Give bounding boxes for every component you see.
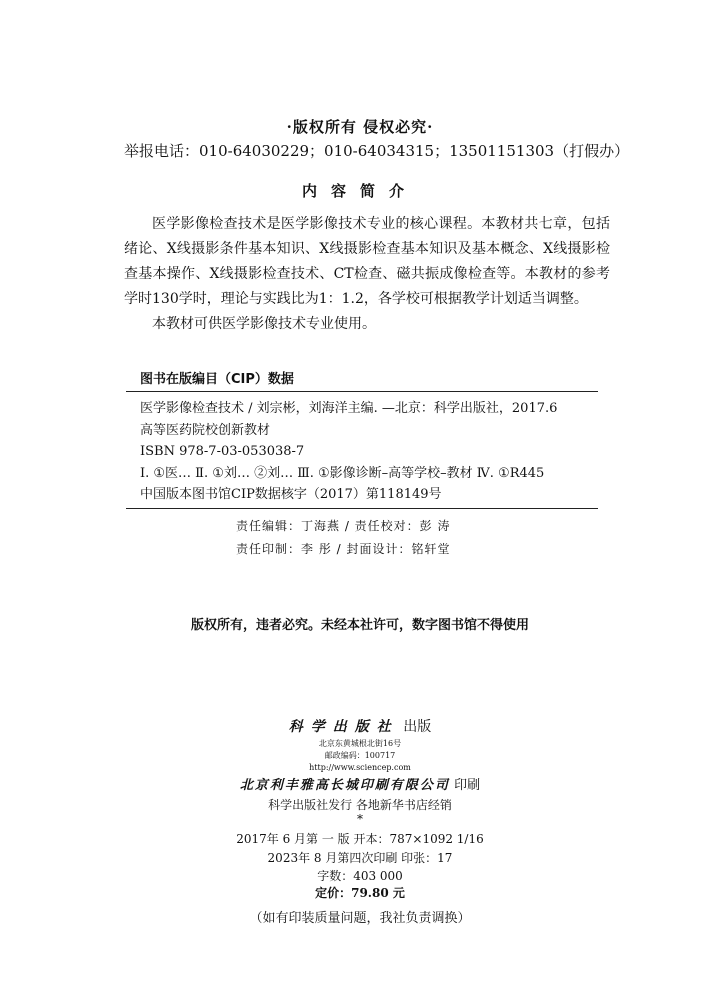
printer-name: 北京利丰雅高长城印刷有限公司	[239, 778, 450, 793]
cip-line: ISBN 978-7-03-053038-7	[140, 444, 305, 459]
printer-line	[0, 774, 720, 793]
separator-star: *	[357, 812, 363, 826]
printer-suffix: 印刷	[454, 778, 481, 793]
summary-paragraph: 医学影像检查技术是医学影像技术专业的核心课程。本教材共七章，包括绪论、X线摄影条件基本知识、X线摄影检查基本知识及基本概念、X线摄影检查基本操作、X线摄影检查技术、CT检查、磁共振成像检查等。本教材的参考学时130学时，理论与实践比为1：1.2，各学校可根据教学计划适当调整。	[124, 216, 610, 307]
word-count: 字数：403 000	[317, 869, 403, 883]
summary-text	[124, 212, 610, 337]
editors-line-2: 责任印制：李 彤 / 封面设计：铭轩堂	[236, 542, 451, 556]
edition-line: 2017年 6 月第 一 版 开本：787×1092 1/16	[236, 832, 484, 846]
report-phone-line: 举报电话：010-64030229；010-64034315；13501151303（打假办）	[124, 142, 630, 160]
summary-paragraph: 本教材可供医学影像技术专业使用。	[152, 316, 376, 332]
publisher-line	[0, 716, 720, 736]
editors-line-1: 责任编辑：丁海燕 / 责任校对：彭 涛	[236, 519, 451, 533]
cip-bottom-rule	[126, 508, 598, 509]
cip-top-rule	[126, 391, 598, 392]
copyright-warning: 版权所有，违者必究。未经本社许可，数字图书馆不得使用	[190, 618, 529, 633]
quality-notice: （如有印装质量问题，我社负责调换）	[249, 911, 471, 926]
summary-title: 内容简介	[301, 182, 418, 200]
printing-line: 2023年 8 月第四次印刷 印张：17	[267, 851, 453, 865]
publisher-address: 北京东黄城根北街16号	[318, 739, 402, 748]
cip-line: 医学影像检查技术 / 刘宗彬，刘海洋主编. —北京：科学出版社，2017.6	[140, 401, 558, 416]
publisher-name: 科学出版社	[288, 719, 399, 735]
cip-line: Ⅰ. ①医… Ⅱ. ①刘… ②刘… Ⅲ. ①影像诊断–高等学校–教材 Ⅳ. ①R445	[140, 465, 545, 481]
cip-line: 高等医药院校创新教材	[140, 422, 271, 438]
price: 定价：79.80 元	[315, 886, 405, 900]
publisher-website: http://www.sciencep.com	[309, 763, 411, 772]
publisher-postcode: 邮政编码：100717	[324, 751, 396, 760]
cip-block	[140, 398, 600, 506]
publisher-suffix: 出版	[403, 719, 432, 735]
distribution-line: 科学出版社发行 各地新华书店经销	[268, 798, 452, 812]
copyright-heading: ·版权所有 侵权必究·	[286, 118, 434, 136]
cip-line: 中国版本图书馆CIP数据核字（2017）第118149号	[140, 487, 442, 502]
cip-title: 图书在版编目（CIP）数据	[140, 372, 294, 387]
